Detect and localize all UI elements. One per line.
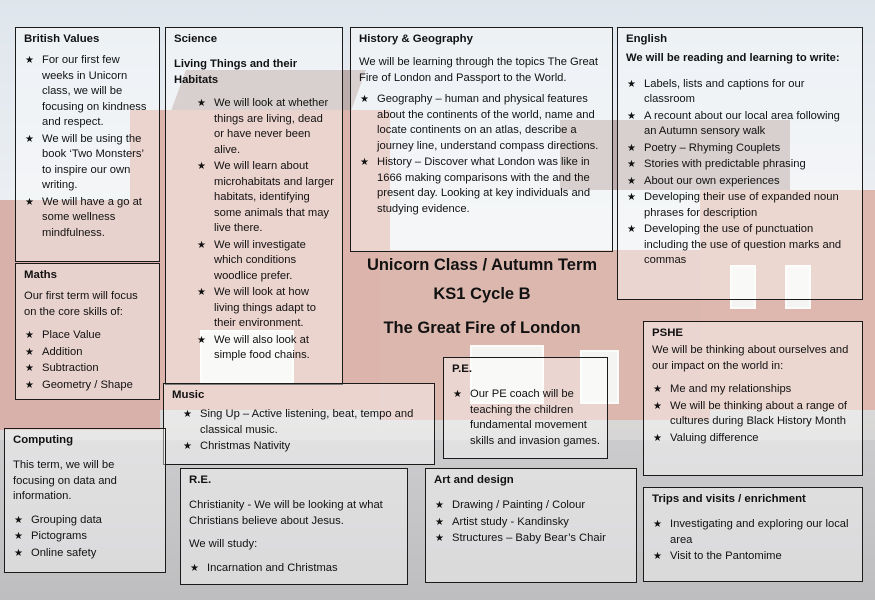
english-subheading: We will be reading and learning to write: bbox=[626, 52, 840, 64]
history-geography-box bbox=[350, 27, 613, 252]
list-item: ★ Poetry – Rhyming Couplets bbox=[626, 141, 855, 157]
list-item: ★ Our PE coach will be teaching the children fundamental movement skills and invasion games. bbox=[452, 387, 600, 449]
pshe-intro: We will be thinking about ourselves and our impact on the world in: bbox=[652, 344, 849, 372]
trips-heading: Trips and visits / enrichment bbox=[652, 493, 806, 505]
list-item: ★ Geography – human and physical features about the continents of the world, name and locate continents on an atlas, describe a journey line, understand compass directions. bbox=[359, 92, 605, 154]
history-list bbox=[359, 92, 605, 217]
science-list bbox=[174, 96, 335, 364]
re-intro: Christianity - We will be looking at what Christians believe about Jesus. bbox=[189, 499, 383, 527]
computing-box bbox=[4, 428, 166, 573]
maths-list bbox=[24, 328, 152, 393]
pshe-list bbox=[652, 382, 855, 446]
english-list bbox=[626, 77, 855, 269]
list-item: ★ Investigating and exploring our local area bbox=[652, 517, 855, 548]
pe-list bbox=[452, 387, 600, 449]
pe-box bbox=[443, 357, 608, 459]
science-subheading: Living Things and their Habitats bbox=[174, 58, 298, 86]
list-item: ★ Incarnation and Christmas bbox=[189, 561, 400, 577]
art-list bbox=[434, 498, 629, 547]
list-item: ★ Valuing difference bbox=[652, 431, 855, 447]
list-item: ★ History – Discover what London was like in 1666 making comparisons with the and the present day. Looking at key individuals and studying evidence. bbox=[359, 155, 605, 217]
british-values-heading: British Values bbox=[24, 33, 100, 45]
page-title-line2: KS1 Cycle B bbox=[433, 285, 531, 303]
list-item: ★ Stories with predictable phrasing bbox=[626, 157, 855, 173]
computing-intro: This term, we will be focusing on data and information. bbox=[13, 459, 117, 502]
art-heading: Art and design bbox=[434, 474, 514, 486]
list-item: ★ Developing their use of expanded noun phrases for description bbox=[626, 190, 855, 221]
list-item: ★ Visit to the Pantomime bbox=[652, 549, 855, 565]
re-heading: R.E. bbox=[189, 474, 212, 486]
pshe-heading: PSHE bbox=[652, 327, 684, 339]
list-item: ★ Place Value bbox=[24, 328, 152, 344]
maths-heading: Maths bbox=[24, 269, 57, 281]
music-list bbox=[172, 407, 427, 455]
english-box bbox=[617, 27, 863, 300]
re-box bbox=[180, 468, 408, 585]
art-design-box bbox=[425, 468, 637, 583]
trips-list bbox=[652, 517, 855, 565]
list-item: ★ We will have a go at some wellness mindfulness. bbox=[24, 195, 152, 242]
list-item: ★ We will look at whether things are living, dead or have never been alive. bbox=[196, 96, 335, 158]
computing-heading: Computing bbox=[13, 434, 74, 446]
history-heading: History & Geography bbox=[359, 33, 473, 45]
list-item: ★ Addition bbox=[24, 345, 152, 361]
list-item: ★ A recount about our local area following an Autumn sensory walk bbox=[626, 109, 855, 140]
list-item: ★ Geometry / Shape bbox=[24, 378, 152, 394]
list-item: ★ Labels, lists and captions for our classroom bbox=[626, 77, 855, 108]
english-heading: English bbox=[626, 33, 668, 45]
list-item: ★ Christmas Nativity bbox=[182, 439, 427, 455]
music-heading: Music bbox=[172, 389, 205, 401]
maths-intro: Our first term will focus on the core skills of: bbox=[24, 290, 138, 318]
list-item: ★ Drawing / Painting / Colour bbox=[434, 498, 629, 514]
list-item: ★ We will investigate which conditions woodlice prefer. bbox=[196, 238, 335, 285]
list-item: ★ We will look at how living things adapt to their environment. bbox=[196, 285, 335, 332]
history-intro: We will be learning through the topics The Great Fire of London and Passport to the World. bbox=[359, 56, 599, 84]
list-item: ★ Grouping data bbox=[13, 513, 158, 529]
computing-list bbox=[13, 513, 158, 562]
list-item: ★ Subtraction bbox=[24, 361, 152, 377]
list-item: ★ Pictograms bbox=[13, 529, 158, 545]
pe-heading: P.E. bbox=[452, 363, 473, 375]
list-item: ★ Me and my relationships bbox=[652, 382, 855, 398]
list-item: ★ We will learn about microhabitats and larger habitats, identifying some animals that may live there. bbox=[196, 159, 335, 237]
list-item: ★ Structures – Baby Bear’s Chair bbox=[434, 531, 629, 547]
list-item: ★ About our own experiences bbox=[626, 174, 855, 190]
british-values-box bbox=[15, 27, 160, 262]
re-intro2: We will study: bbox=[189, 538, 258, 550]
list-item: ★ Developing the use of punctuation including the use of question marks and commas bbox=[626, 222, 855, 269]
page-title-line1: Unicorn Class / Autumn Term bbox=[366, 256, 598, 274]
list-item: ★ Artist study - Kandinsky bbox=[434, 515, 629, 531]
trips-box bbox=[643, 487, 863, 582]
list-item: ★ We will be thinking about a range of cultures during Black History Month bbox=[652, 399, 855, 430]
re-list bbox=[189, 561, 400, 577]
page-title-line3: The Great Fire of London bbox=[383, 319, 581, 337]
list-item: ★ We will also look at simple food chains. bbox=[196, 333, 335, 364]
music-box bbox=[163, 383, 435, 465]
british-values-list bbox=[24, 53, 152, 241]
list-item: ★ For our first few weeks in Unicorn class, we will be focusing on kindness and respect. bbox=[24, 53, 152, 131]
science-heading: Science bbox=[174, 33, 218, 45]
science-box bbox=[165, 27, 343, 385]
list-item: ★ Sing Up – Active listening, beat, tempo and classical music. bbox=[182, 407, 427, 438]
list-item: ★ We will be using the book ‘Two Monsters’ to inspire our own writing. bbox=[24, 132, 152, 194]
pshe-box bbox=[643, 321, 863, 476]
list-item: ★ Online safety bbox=[13, 546, 158, 562]
maths-box bbox=[15, 263, 160, 400]
